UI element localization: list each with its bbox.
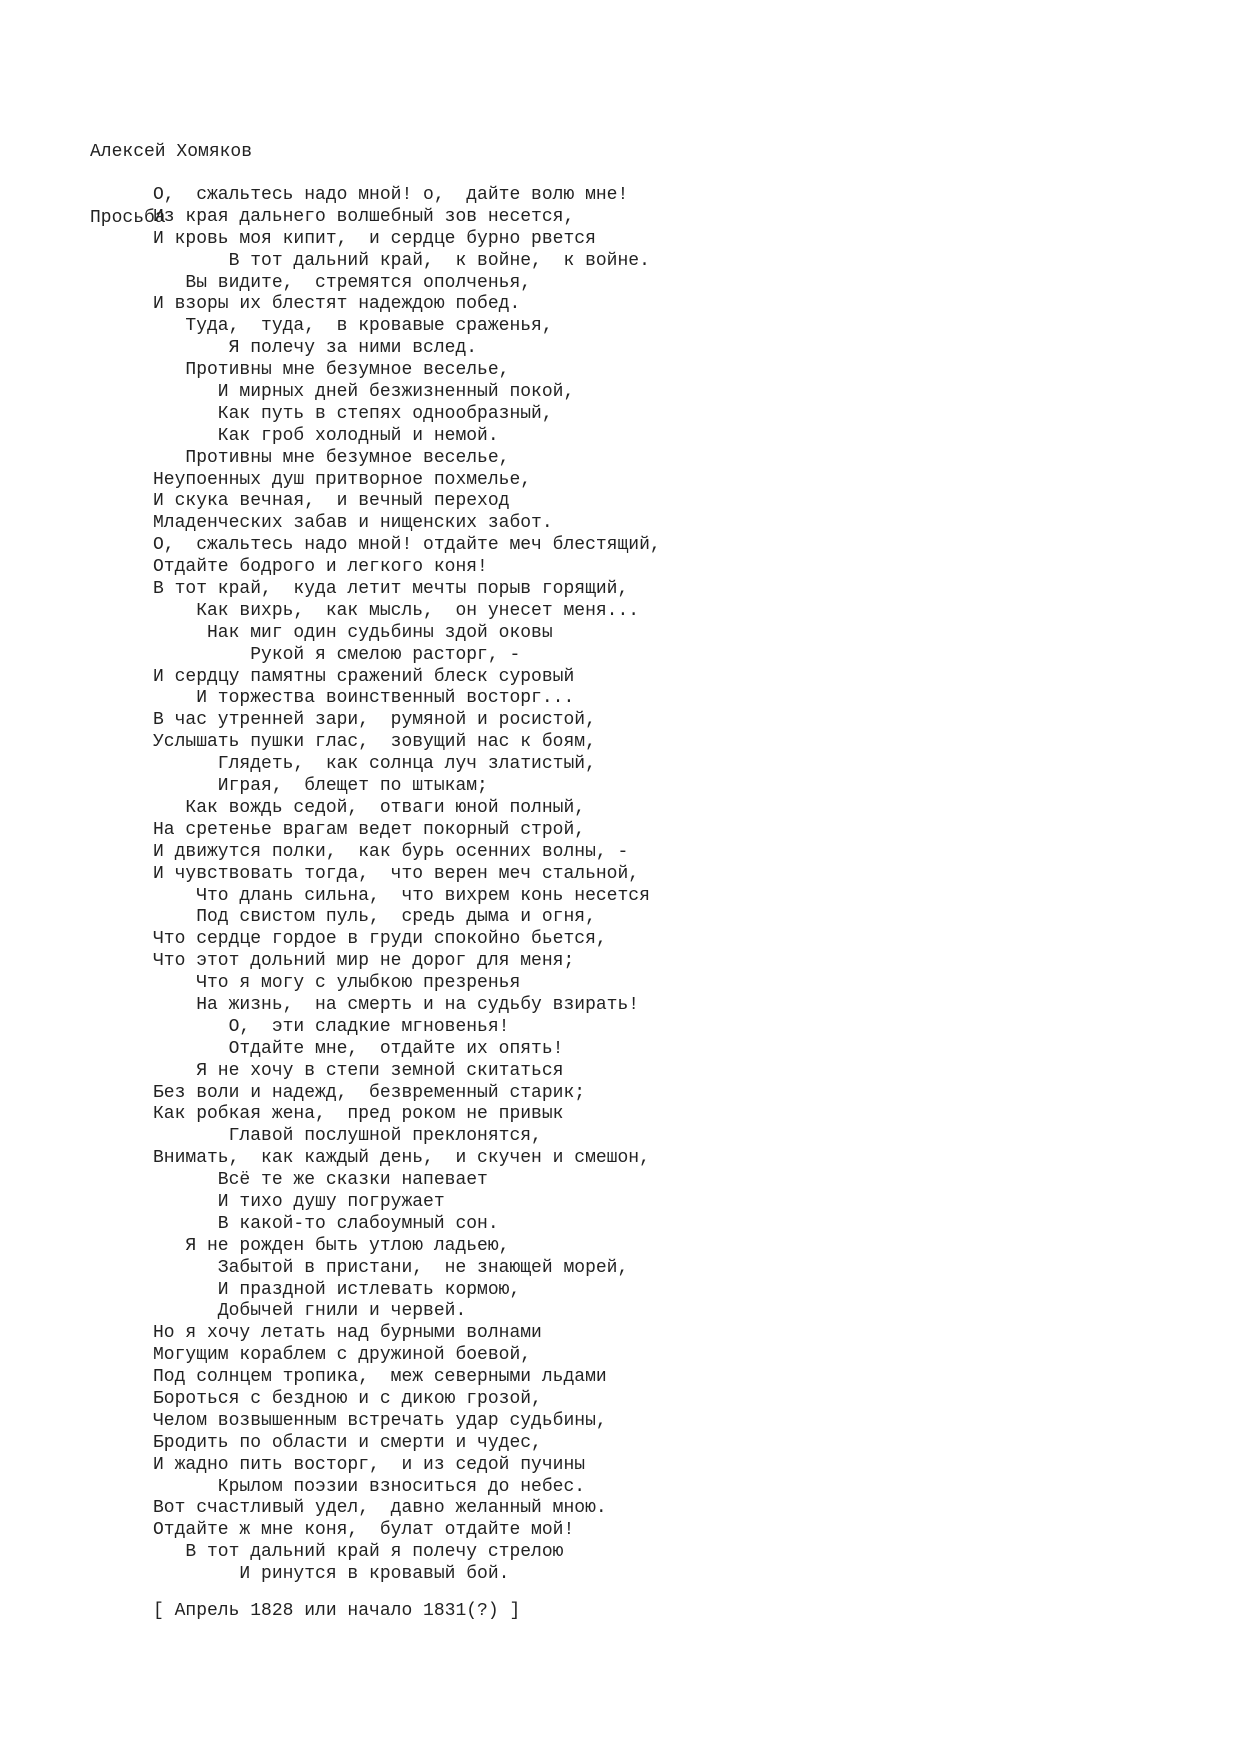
poem-line: Я не хочу в степи земной скитаться <box>153 1060 564 1081</box>
poem-line: Под солнцем тропика, меж северными льдами <box>153 1367 607 1388</box>
poem-line: О, эти сладкие мгновенья! <box>153 1016 510 1037</box>
poem-line: И мирных дней безжизненный покой, <box>153 382 575 403</box>
poem-line: Но я хочу летать над бурными волнами <box>153 1323 542 1344</box>
poem-line: И тихо душу погружает <box>153 1191 445 1212</box>
poem-line: На жизнь, на смерть и на судьбу взирать! <box>153 994 640 1015</box>
poem-line: Отдайте мне, отдайте их опять! <box>153 1038 564 1059</box>
poem-line: Добычей гнили и червей. <box>153 1301 467 1322</box>
poem-line: Челом возвышенным встречать удар судьбины, <box>153 1410 607 1431</box>
poem-line: Всё те же сказки напевает <box>153 1170 488 1191</box>
poem-line: Играя, блещет по штыкам; <box>153 776 488 797</box>
poem-line: Под свистом пуль, средь дыма и огня, <box>153 907 596 928</box>
poem-line: И праздной истлевать кормою, <box>153 1279 521 1300</box>
poem-title: Просьба <box>90 207 166 228</box>
poem-line: И торжества воинственный восторг... <box>153 688 575 709</box>
poem-line: В какой-то слабоумный сон. <box>153 1213 499 1234</box>
poem-line: И ринутся в кровавый бой. <box>153 1564 510 1585</box>
poem-line: Как вождь седой, отваги юной полный, <box>153 797 586 818</box>
poem-line: Отдайте ж мне коня, булат отдайте мой! <box>153 1520 575 1541</box>
poem-line: Главой послушной преклонятся, <box>153 1126 542 1147</box>
poem-line: И сердцу памятны сражений блеск суровый <box>153 666 575 687</box>
poem-line: Вы видите, стремятся ополченья, <box>153 272 532 293</box>
poem-line: И взоры их блестят надеждою побед. <box>153 294 521 315</box>
poem-line: Что я могу с улыбкою презренья <box>153 973 521 994</box>
poem-line: Младенческих забав и нищенских забот. <box>153 513 553 534</box>
poem-line: Внимать, как каждый день, и скучен и смешон, <box>153 1148 650 1169</box>
poem-line: Бродить по области и смерти и чудес, <box>153 1432 542 1453</box>
poem-line: И кровь моя кипит, и сердце бурно рвется <box>153 228 596 249</box>
poem-line: Забытой в пристани, не знающей морей, <box>153 1257 629 1278</box>
poem-line: Неупоенных душ притворное похмелье, <box>153 469 532 490</box>
poem-line: О, сжальтесь надо мной! о, дайте волю мне! <box>153 185 629 205</box>
poem-line: Бороться с бездною и с дикою грозой, <box>153 1388 542 1409</box>
poem-line: Противны мне безумное веселье, <box>153 447 510 468</box>
poem-line: Рукой я смелою расторг, - <box>153 644 521 665</box>
poem-line: В час утренней зари, румяной и росистой, <box>153 710 596 731</box>
poem-line: Как робкая жена, пред роком не привык <box>153 1104 564 1125</box>
author-name: Алексей Хомяков <box>90 141 253 162</box>
poem-line: Я полечу за ними вслед. <box>153 338 478 359</box>
poem-line: Вот счастливый удел, давно желанный мною. <box>153 1498 607 1519</box>
poem-line: В тот край, куда летит мечты порыв горящий, <box>153 579 629 600</box>
poem-body <box>153 185 661 1586</box>
poem-line: И движутся полки, как бурь осенних волны, - <box>153 841 629 862</box>
poem-date: [ Апрель 1828 или начало 1831(?) ] <box>153 1601 521 1621</box>
poem-line: Что этот дольний мир не дорог для меня; <box>153 951 575 972</box>
poem-line: Как вихрь, как мысль, он унесет меня... <box>153 600 640 621</box>
poem-line: Без воли и надежд, безвременный старик; <box>153 1082 586 1103</box>
poem-line: Я не рожден быть утлою ладьею, <box>153 1235 510 1256</box>
poem-line: Могущим кораблем с дружиной боевой, <box>153 1345 532 1366</box>
poem-line: О, сжальтесь надо мной! отдайте меч блестящий, <box>153 535 661 556</box>
poem-line: Услышать пушки глас, зовущий нас к боям, <box>153 732 596 753</box>
poem-line: Как путь в степях однообразный, <box>153 403 553 424</box>
poem-line: Отдайте бодрого и легкого коня! <box>153 557 488 578</box>
poem-line: Глядеть, как солнца луч златистый, <box>153 754 596 775</box>
poem-line: Как гроб холодный и немой. <box>153 425 499 446</box>
poem-line: И жадно пить восторг, и из седой пучины <box>153 1454 586 1475</box>
poem-line: И чувствовать тогда, что верен меч стальной, <box>153 863 640 884</box>
poem-line: В тот дальний край я полечу стрелою <box>153 1542 564 1563</box>
poem-line: Из края дальнего волшебный зов несется, <box>153 206 575 227</box>
poem-line: Крылом поэзии взноситься до небес. <box>153 1476 586 1497</box>
poem-line: Противны мне безумное веселье, <box>153 360 510 381</box>
poem-line: И скука вечная, и вечный переход <box>153 491 510 512</box>
poem-line: Что длань сильна, что вихрем конь несется <box>153 885 650 906</box>
poem-line: В тот дальний край, к войне, к войне. <box>153 250 650 271</box>
poem-line: На сретенье врагам ведет покорный строй, <box>153 819 586 840</box>
poem-line: Что сердце гордое в груди спокойно бьется, <box>153 929 607 950</box>
poem-line: Нак миг один судьбины здой оковы <box>153 622 553 643</box>
poem-line: Туда, туда, в кровавые сраженья, <box>153 316 553 337</box>
